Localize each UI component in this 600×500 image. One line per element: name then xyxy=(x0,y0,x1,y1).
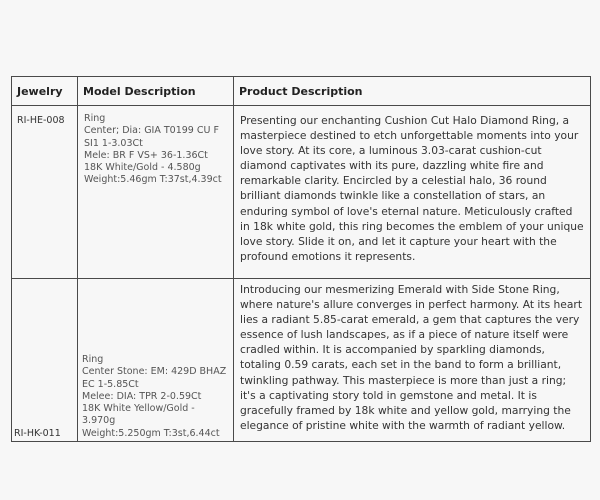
model-line: EC 1-5.85Ct xyxy=(82,378,139,390)
sku-text: RI-HE-008 xyxy=(17,115,65,126)
header-product-description: Product Description xyxy=(234,77,591,106)
model-line: Weight:5.250gm T:3st,6.44ct xyxy=(82,427,220,439)
sku-text: RI-HK-011 xyxy=(14,428,61,439)
model-line: Mele: BR F VS+ 36-1.36Ct xyxy=(84,149,208,161)
header-row xyxy=(12,77,591,106)
header-model-description: Model Description xyxy=(78,77,234,106)
model-line: Melee: DIA: TPR 2-0.59Ct xyxy=(82,390,202,402)
product-description-cell xyxy=(234,279,591,442)
model-line: Weight:5.46gm T:37st,4.39ct xyxy=(84,174,222,186)
product-table-sheet xyxy=(11,76,590,441)
model-description-cell xyxy=(78,106,234,279)
model-line: 3.970g xyxy=(82,415,116,427)
model-line: Center; Dia: GIA T0199 CU F xyxy=(84,125,219,137)
product-table xyxy=(11,76,591,442)
table-row xyxy=(12,279,591,442)
product-description-text: Introducing our mesmerizing Emerald with Side Stone Ring, where nature's allure converges in perfect harmony. At its heart lies a radiant 5.85-carat emerald, a gem that captures the very essence of lush landscapes, as if a piece of nature itself were cradled within. It is accompanied by sparkling diamonds, totaling 0.59 carats, each set in the band to form a brilliant, twinkling pathway. This masterpiece is more than just a ring; it's a captivating story told in gemstone and metal. It is gracefully framed by 18k white and yellow gold, marrying the elegance of pristine white with the warmth of radiant yellow. xyxy=(240,283,583,432)
header-jewelry: Jewelry xyxy=(12,77,78,106)
product-description-text: Presenting our enchanting Cushion Cut Halo Diamond Ring, a masterpiece destined to etch unforgettable moments into your love story. At its core, a luminous 3.03-carat cushion-cut diamond captivates with its pure, dazzling white fire and remarkable clarity. Encircled by a celestial halo, 36 round brilliant diamonds twinkle like a constellation of stars, an enduring symbol of love's eternal nature. Meticulously crafted in 18k white gold, this ring becomes the emblem of your unique love story. Slide it on, and let it capture your heart with the profound emotions it represents. xyxy=(240,114,584,263)
model-description-cell xyxy=(78,279,234,442)
model-line: Ring xyxy=(84,113,106,124)
model-line: 18K White/Gold - 4.580g xyxy=(84,162,201,174)
model-line: SI1 1-3.03Ct xyxy=(84,137,143,149)
model-line: 18K White Yellow/Gold - xyxy=(82,403,195,415)
model-line: Center Stone: EM: 429D BHAZ xyxy=(82,366,227,378)
sku-cell xyxy=(12,279,78,442)
product-description-cell xyxy=(234,106,591,279)
sku-cell xyxy=(12,106,78,279)
table-row xyxy=(12,106,591,279)
model-line: Ring xyxy=(82,353,104,365)
